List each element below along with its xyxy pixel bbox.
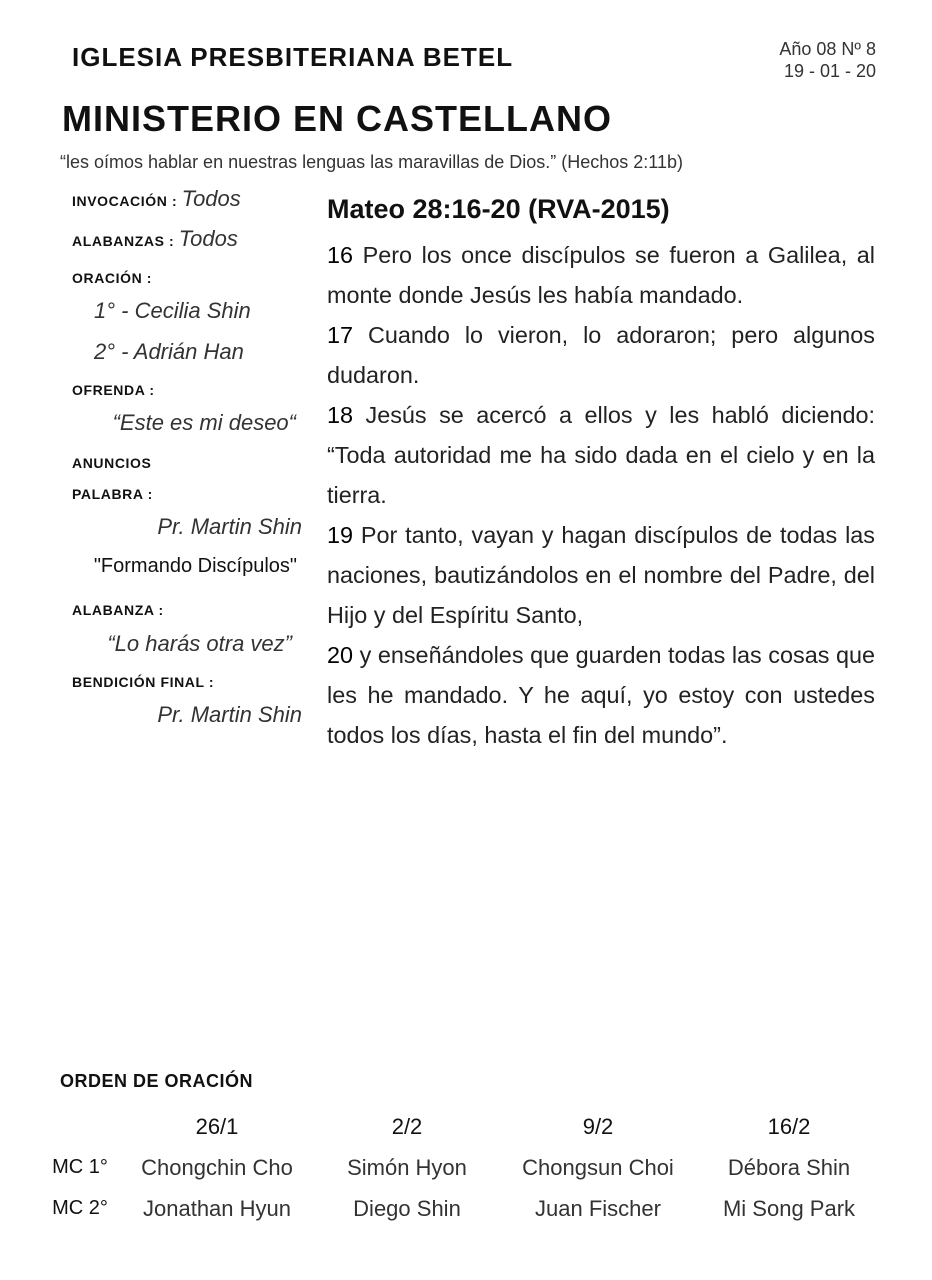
verse-text: Cuando lo vieron, lo adoraron; pero algunos dudaron. — [327, 322, 875, 388]
palabra-label: PALABRA : — [72, 486, 153, 502]
bendicion-value: Pr. Martin Shin — [157, 702, 302, 727]
ministry-title: MINISTERIO EN CASTELLANO — [62, 98, 613, 139]
sermon-title: "Formando Discípulos" — [93, 555, 297, 577]
alabanza-label: ALABANZA : — [72, 602, 164, 618]
verse-text: Jesús se acercó a ellos y les habló diciendo: “Toda autoridad me ha sido dada en el cielo y en la tierra. — [327, 402, 875, 508]
verse-20 — [327, 635, 875, 755]
oracion-label: ORACIÓN : — [72, 270, 153, 286]
oracion-first: 1° - Cecilia Shin — [94, 298, 251, 323]
name-cell: Simón Hyon — [347, 1154, 467, 1180]
ofrenda-value: “Este es mi deseo“ — [112, 410, 296, 435]
palabra-speaker: Pr. Martin Shin — [157, 514, 302, 539]
reading-title: Mateo 28:16-20 (RVA-2015) — [327, 194, 670, 224]
invocacion-label: INVOCACIÓN : — [72, 193, 178, 209]
prayer-order-table — [38, 1106, 884, 1229]
verse-17 — [327, 315, 875, 395]
verse-number: 18 — [327, 402, 354, 428]
name-cell: Diego Shin — [353, 1195, 461, 1221]
verse-text: Por tanto, vayan y hagan discípulos de todas las naciones, bautizándolos en el nombre del Padre, del Hijo y del Espíritu Santo, — [327, 522, 875, 628]
name-cell: Mi Song Park — [722, 1195, 856, 1221]
verse-19 — [327, 515, 875, 635]
prayer-row-mc2 — [38, 1188, 884, 1229]
verse-number: 16 — [327, 242, 354, 268]
scripture-reading — [327, 194, 875, 755]
alabanza-value: “Lo harás otra vez” — [107, 631, 292, 656]
row-label: MC 2° — [52, 1197, 108, 1219]
oracion-second: 2° - Adrián Han — [94, 339, 244, 364]
alabanzas-label: ALABANZAS : — [72, 233, 175, 249]
verse-text: y enseñándoles que guarden todas las cosas que les he mandado. Y he aquí, yo estoy con ustedes todos los días, hasta el fin del mundo”. — [327, 642, 875, 748]
verse-number: 20 — [327, 642, 354, 668]
header-quote: “les oímos hablar en nuestras lenguas las maravillas de Dios.” (Hechos 2:11b) — [60, 152, 683, 172]
program-invocacion — [72, 186, 241, 212]
date-cell: 2/2 — [391, 1113, 423, 1139]
alabanzas-value: Todos — [178, 226, 238, 251]
name-cell: Jonathan Hyun — [143, 1195, 291, 1221]
verse-18 — [327, 395, 875, 515]
issue-info — [779, 38, 876, 82]
row-label: MC 1° — [52, 1156, 108, 1178]
verse-text: Pero los once discípulos se fueron a Galilea, al monte donde Jesús les había mandado. — [327, 242, 875, 308]
ofrenda-label: OFRENDA : — [72, 382, 155, 398]
prayer-row-mc1 — [38, 1147, 884, 1188]
prayer-order-title: ORDEN DE ORACIÓN — [60, 1071, 254, 1091]
verse-number: 17 — [327, 322, 354, 348]
name-cell: Débora Shin — [727, 1154, 851, 1180]
issue-date: 19 - 01 - 20 — [783, 61, 876, 81]
name-cell: Chongsun Choi — [522, 1154, 674, 1180]
church-name: IGLESIA PRESBITERIANA BETEL — [72, 42, 514, 72]
name-cell: Chongchin Cho — [141, 1154, 293, 1180]
program-alabanzas — [72, 226, 238, 252]
date-cell: 16/2 — [767, 1113, 811, 1139]
name-cell: Juan Fischer — [535, 1195, 661, 1221]
issue-number: Año 08 Nº 8 — [779, 39, 876, 59]
anuncios-label: ANUNCIOS — [72, 455, 152, 471]
date-cell: 26/1 — [195, 1113, 239, 1139]
verse-16 — [327, 235, 875, 315]
empty-header-cell — [38, 1106, 122, 1147]
date-cell: 9/2 — [582, 1113, 614, 1139]
verse-number: 19 — [327, 522, 354, 548]
bendicion-label: BENDICIÓN FINAL : — [72, 674, 215, 690]
prayer-dates-row — [38, 1106, 884, 1147]
invocacion-value: Todos — [181, 186, 241, 211]
